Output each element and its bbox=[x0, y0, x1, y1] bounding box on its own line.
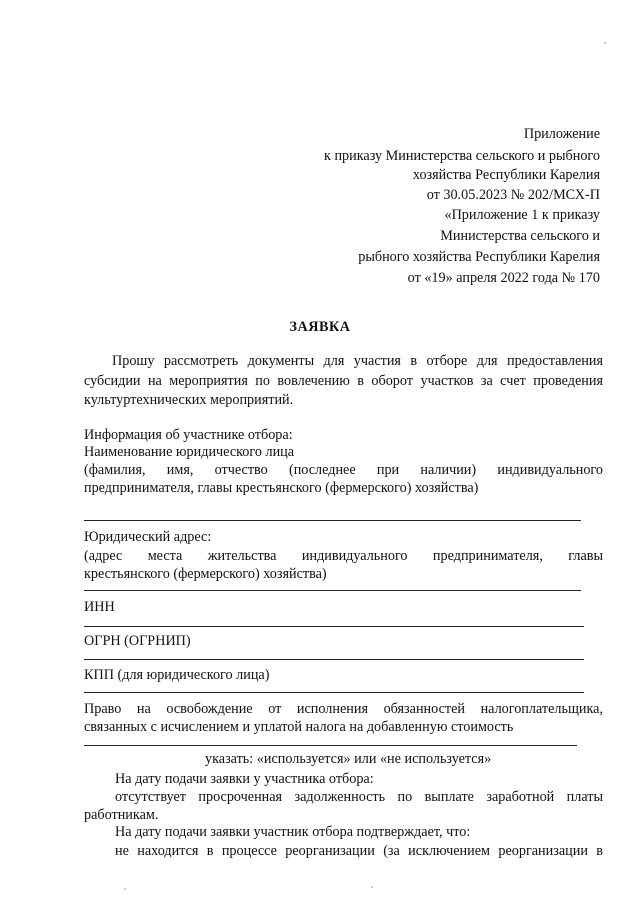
appendix-line-3: хозяйства Республики Карелия bbox=[412, 167, 600, 183]
address-fill-line[interactable] bbox=[84, 590, 581, 591]
scan-speck bbox=[124, 888, 126, 890]
reorg-line-1: не находится в процессе реорганизации (за исключением реорганизации в bbox=[115, 843, 603, 859]
ogrn-label: ОГРН (ОГРНИП) bbox=[84, 633, 191, 649]
document-title: ЗАЯВКА bbox=[289, 319, 351, 335]
vat-line-2: связанных с исчислением и уплатой налога на добавленную стоимость bbox=[84, 719, 514, 735]
intro-line-1: Прошу рассмотреть документы для участия в отборе для предоставления bbox=[112, 353, 603, 369]
scan-speck bbox=[604, 42, 606, 44]
address-hint-line-1: (адрес места жительства индивидуального предпринимателя, главы bbox=[84, 548, 603, 564]
appendix-line-7: рыбного хозяйства Республики Карелия bbox=[358, 249, 600, 265]
name-hint-line-1: (фамилия, имя, отчество (последнее при наличии) индивидуального bbox=[84, 462, 603, 478]
kpp-fill-line[interactable] bbox=[84, 692, 584, 693]
kpp-label: КПП (для юридического лица) bbox=[84, 667, 270, 683]
scan-speck bbox=[371, 886, 373, 888]
name-hint-line-2: предпринимателя, главы крестьянского (фермерского) хозяйства) bbox=[84, 480, 479, 496]
intro-line-2: субсидии на мероприятия по вовлечению в оборот участков за счет проведения bbox=[84, 373, 603, 389]
name-fill-line[interactable] bbox=[84, 520, 581, 521]
participant-header: Информация об участнике отбора: bbox=[84, 427, 293, 443]
status-date-1: На дату подачи заявки у участника отбора: bbox=[115, 771, 374, 787]
status-date-2: На дату подачи заявки участник отбора подтверждает, что: bbox=[115, 824, 471, 840]
appendix-line-5: «Приложение 1 к приказу bbox=[444, 207, 600, 223]
vat-line-1: Право на освобождение от исполнения обязанностей налогоплательщика, bbox=[84, 701, 603, 717]
appendix-line-1: Приложение bbox=[523, 126, 600, 142]
appendix-line-8: от «19» апреля 2022 года № 170 bbox=[407, 270, 600, 286]
inn-fill-line[interactable] bbox=[84, 626, 584, 627]
name-label: Наименование юридического лица bbox=[84, 444, 295, 460]
appendix-line-2: к приказу Министерства сельского и рыбного bbox=[324, 148, 600, 164]
vat-fill-line[interactable] bbox=[84, 745, 577, 746]
address-label: Юридический адрес: bbox=[84, 529, 212, 545]
debt-line-1: отсутствует просроченная задолженность по выплате заработной платы bbox=[115, 789, 603, 805]
inn-label: ИНН bbox=[84, 599, 115, 615]
debt-line-2: работникам. bbox=[84, 807, 159, 823]
appendix-line-4: от 30.05.2023 № 202/МСХ-П bbox=[426, 187, 600, 203]
appendix-line-6: Министерства сельского и bbox=[440, 228, 600, 244]
intro-line-3: культуртехнических мероприятий. bbox=[84, 392, 294, 408]
vat-hint: указать: «используется» или «не используется» bbox=[205, 751, 492, 767]
ogrn-fill-line[interactable] bbox=[84, 659, 584, 660]
address-hint-line-2: крестьянского (фермерского) хозяйства) bbox=[84, 566, 327, 582]
